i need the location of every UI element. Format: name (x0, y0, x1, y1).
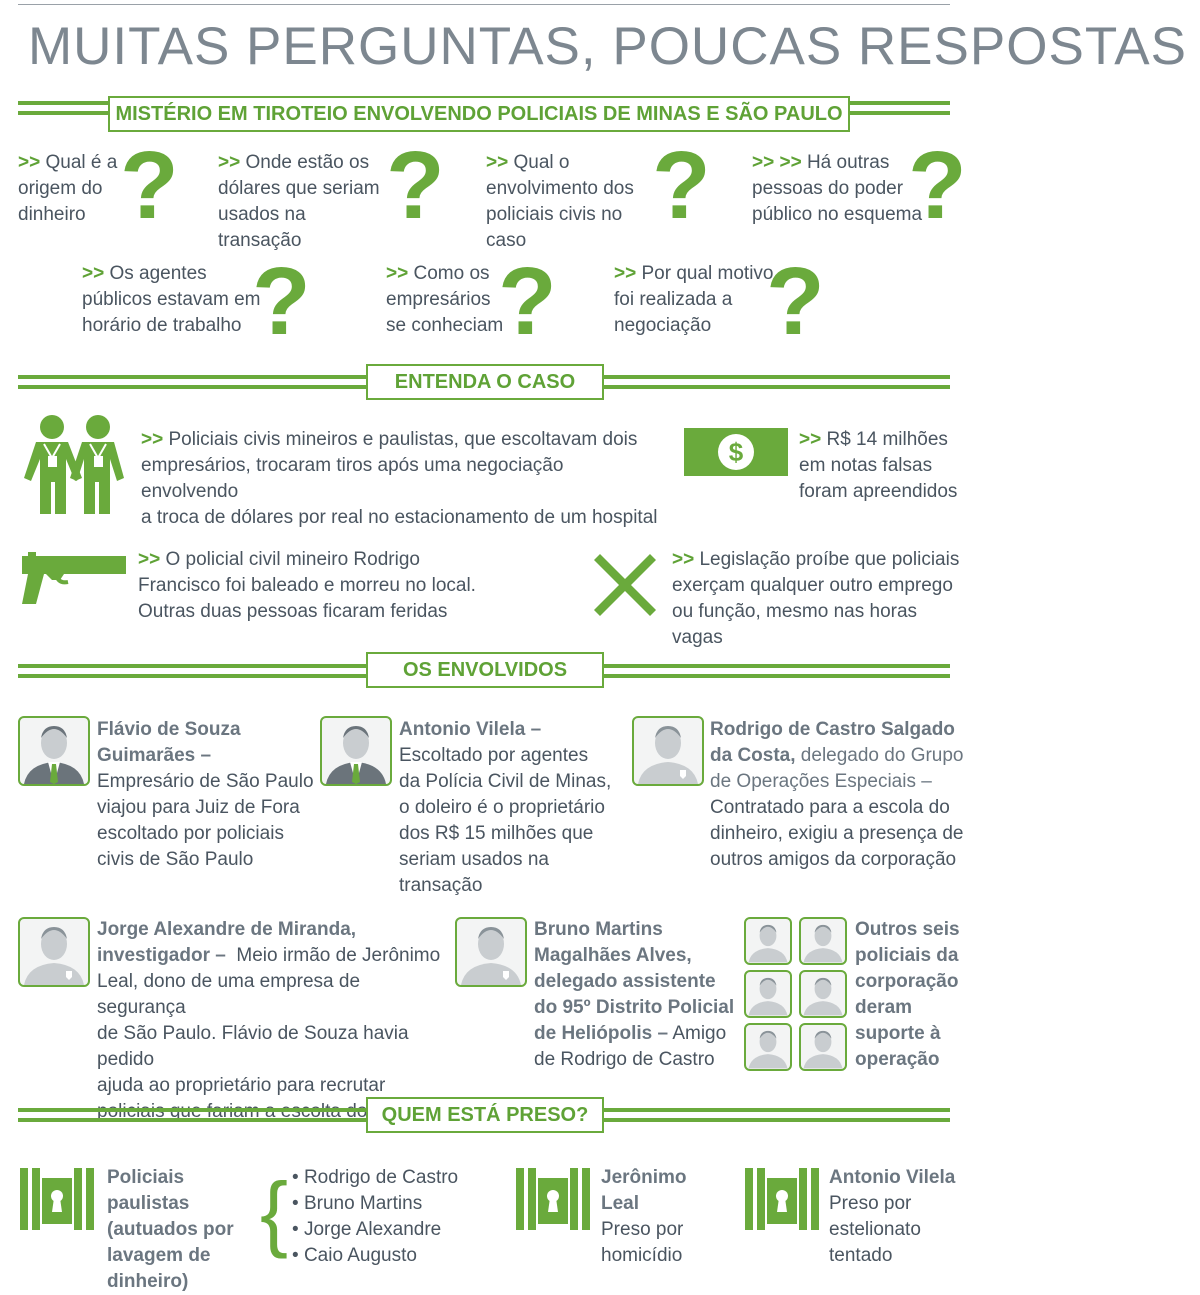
case-gun-text: >> O policial civil mineiro Rodrigo Francisco foi baleado e morreu no local. Outras duas pessoas ficaram feridas (138, 549, 476, 622)
antonio-text: Antonio Vilela – Escoltado por agentes da Polícia Civil de Minas, o doleiro é o proprietário dos R$ 15 milhões que seriam usados na transação (399, 719, 612, 896)
question-6: >> Como os empresários se conheciam (386, 263, 504, 336)
avatar-officer (744, 917, 792, 965)
question-mark-icon: ? (766, 248, 825, 355)
section-arrested: QUEM ESTÁ PRESO? (366, 1097, 604, 1133)
gun-icon (20, 550, 130, 606)
question-mark-icon: ? (908, 132, 967, 239)
page-title: MUITAS PERGUNTAS, POUCAS RESPOSTAS (28, 17, 1187, 76)
officer-icon (801, 1025, 845, 1069)
case-police-text: >> Policiais civis mineiros e paulistas, que escoltavam dois empresários, trocaram tiros após uma negociação envolvendo a troca de dólares por real no estacionamento de um hospital (141, 429, 658, 528)
avatar-officer (744, 970, 792, 1018)
officer-icon (746, 1025, 790, 1069)
question-3: >> Qual o envolvimento dos policiais civis no caso (486, 152, 634, 251)
rodrigo-text: Rodrigo de Castro Salgado da Costa, delegado do Grupo de Operações Especiais – Contratado para a escola do dinheiro, exigiu a presença de outros amigos da corporação (710, 719, 964, 870)
question-mark-icon: ? (252, 248, 311, 355)
others-text: Outros seis policiais da corporação deram suporte à operação (855, 919, 960, 1070)
brace-icon: { (260, 1165, 289, 1259)
section-mystery: MISTÉRIO EM TIROTEIO ENVOLVENDO POLICIAIS DE MINAS E SÃO PAULO (108, 96, 850, 132)
officer-icon (457, 919, 525, 985)
avatar-antonio (320, 716, 392, 786)
dollar-symbol: $ (728, 437, 744, 467)
officer-icon (801, 919, 845, 963)
businessman-icon (322, 718, 390, 784)
question-2: >> Onde estão os dólares que seriam usados na transação (218, 152, 380, 251)
businessman-icon (20, 718, 88, 784)
question-mark-icon: ? (386, 132, 445, 239)
bruno-text: Bruno Martins Magalhães Alves, delegado assistente do 95º Distrito Policial de Heliópolis – Amigo de Rodrigo de Castro (534, 919, 735, 1070)
avatar-jorge (18, 917, 90, 987)
officer-icon (20, 919, 88, 985)
case-law-text: >> Legislação proíbe que policiais exerçam qualquer outro emprego ou função, mesmo nas horas vagas (672, 549, 960, 648)
avatar-flavio (18, 716, 90, 786)
cross-icon (594, 554, 656, 616)
question-mark-icon: ? (498, 248, 557, 355)
question-7: >> Por qual motivo foi realizada a negociação (614, 263, 774, 336)
officer-icon (746, 972, 790, 1016)
avatar-officer (744, 1023, 792, 1071)
money-bill-icon (684, 428, 788, 476)
jail-icon (20, 1168, 94, 1230)
top-rule (18, 4, 950, 5)
officer-icon (634, 718, 702, 784)
question-4: >> >> Há outras pessoas do poder público no esquema (752, 152, 923, 225)
question-mark-icon: ? (120, 132, 179, 239)
avatar-officer (799, 917, 847, 965)
police-officers-icon (22, 414, 126, 516)
case-money-text: >> R$ 14 milhões em notas falsas foram apreendidos (799, 429, 958, 502)
question-5: >> Os agentes públicos estavam em horário de trabalho (82, 263, 261, 336)
avatar-rodrigo (632, 716, 704, 786)
avatar-officer (799, 1023, 847, 1071)
avatar-officer (799, 970, 847, 1018)
section-case: ENTENDA O CASO (366, 364, 604, 400)
question-mark-icon: ? (652, 132, 711, 239)
officer-icon (746, 919, 790, 963)
section-involved: OS ENVOLVIDOS (366, 652, 604, 688)
question-1: >> Qual é a origem do dinheiro (18, 152, 118, 225)
jail-icon (745, 1168, 819, 1230)
arrested-group-label: Policiais paulistas (autuados por lavagem de dinheiro) (107, 1167, 234, 1292)
others-avatars (744, 917, 848, 1073)
flavio-text: Flávio de Souza Guimarães – Empresário de São Paulo viajou para Juiz de Fora escoltado por policiais civis de São Paulo (97, 719, 314, 870)
arrested-group-names: • Rodrigo de Castro • Bruno Martins • Jorge Alexandre • Caio Augusto (292, 1167, 459, 1266)
jorge-text: Jorge Alexandre de Miranda, investigador – Meio irmão de Jerônimo Leal, dono de uma empresa de segurança de São Paulo. Flávio de Souza havia pedido ajuda ao proprietário para recrutar (97, 919, 441, 1096)
avatar-bruno (455, 917, 527, 987)
arrested-antonio: Antonio Vilela Preso por estelionato tentado (829, 1167, 956, 1266)
jail-icon (516, 1168, 590, 1230)
officer-icon (801, 972, 845, 1016)
arrested-jeronimo: Jerônimo Leal Preso por homicídio (601, 1167, 687, 1266)
